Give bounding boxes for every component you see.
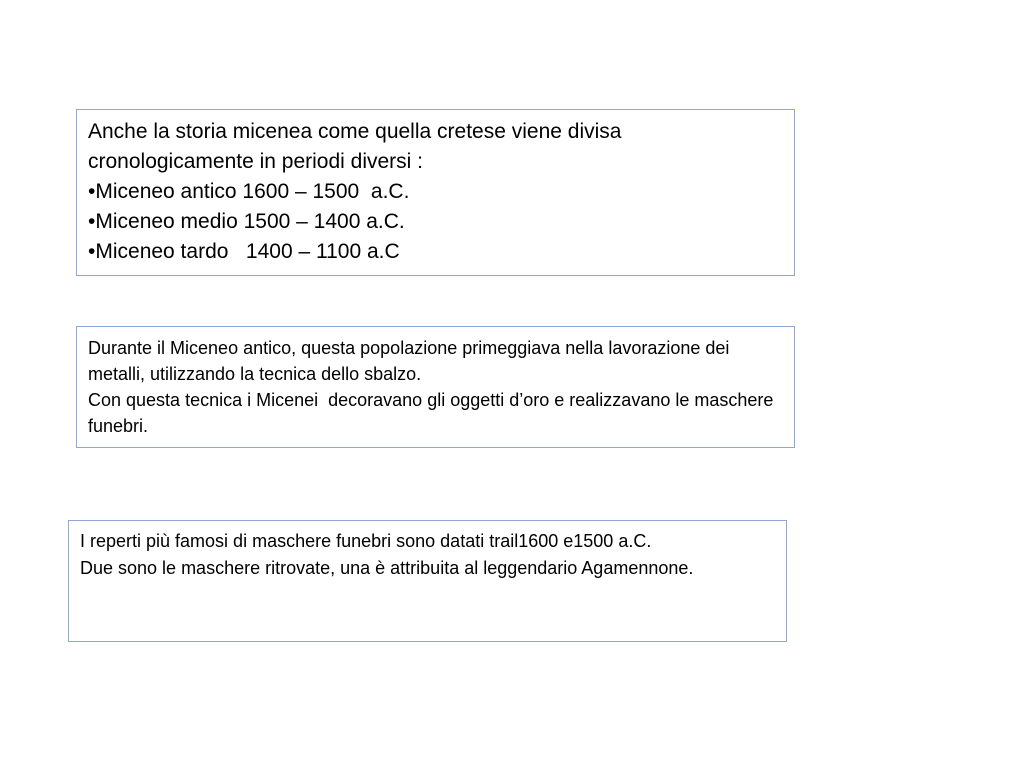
chronology-intro: Anche la storia micenea come quella cretese viene divisa cronologicamente in periodi diversi : [88,120,628,173]
text-box-funeral-masks [68,520,787,642]
period-late-mycenaean: •Miceneo tardo 1400 – 1100 a.C [88,240,400,263]
agamemnon-paragraph: Due sono le maschere ritrovate, una è attribuita al leggendario Agamennone. [80,558,694,578]
text-box-metalwork [76,326,795,448]
period-middle-mycenaean: •Miceneo medio 1500 – 1400 a.C. [88,210,405,233]
metalwork-paragraph: Durante il Miceneo antico, questa popolazione primeggiava nella lavorazione dei metalli, utilizzando la tecnica dello sbalzo. [88,338,735,384]
masks-dating-paragraph: I reperti più famosi di maschere funebri sono datati trail1600 e1500 a.C. [80,531,652,551]
repousse-paragraph: Con questa tecnica i Micenei decoravano gli oggetti d’oro e realizzavano le maschere funebri. [88,390,779,436]
text-box-chronology [76,109,795,276]
period-early-mycenaean: •Miceneo antico 1600 – 1500 a.C. [88,180,410,203]
